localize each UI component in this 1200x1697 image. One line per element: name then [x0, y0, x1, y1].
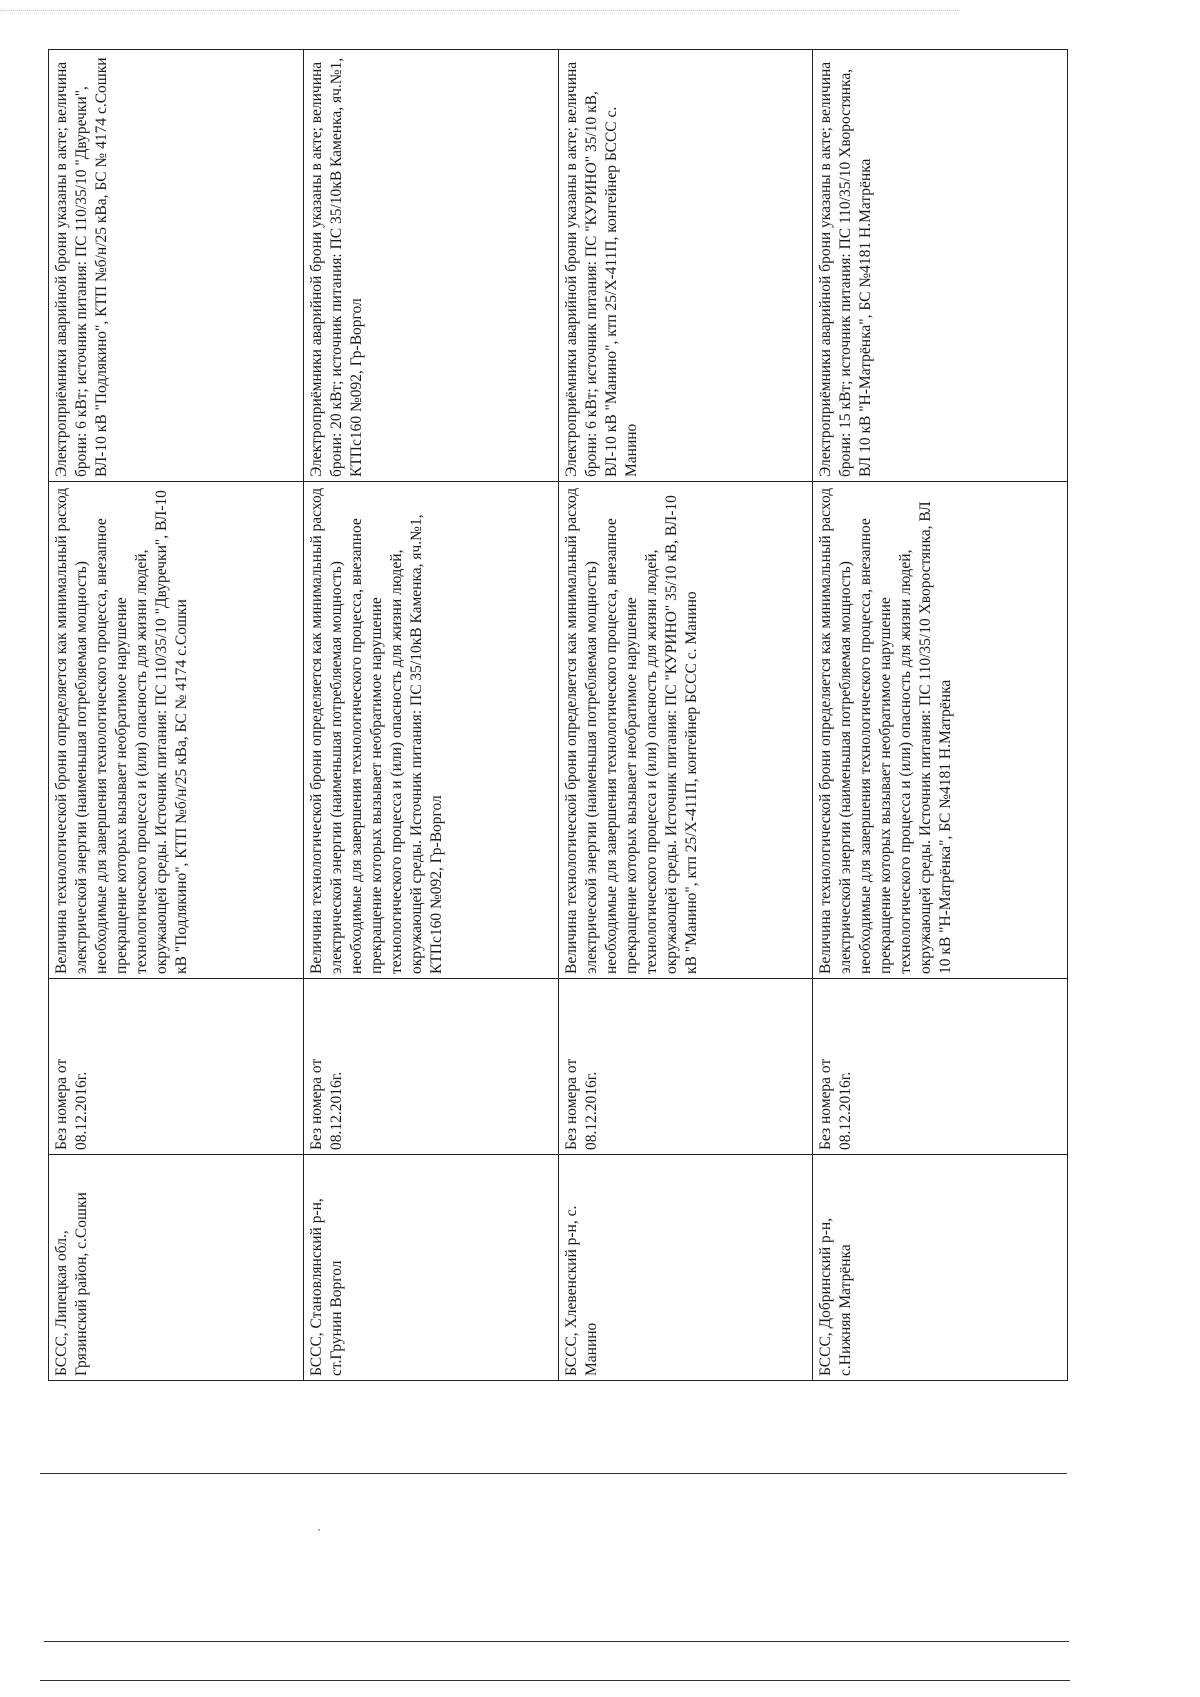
tech-reserve-cell: Величина технологической брони определяется как минимальный расход электрической энергии (наименьшая потребляемая мощность) необходимые для завершения технологического процесса, внезапное прекращение которых вызывает необратимое нарушение технологического процесса и (или) опасность для жизни людей, окружающей среды. Источник питания: ПС 35/10кВ Каменка, яч.№1, КТПс160 №092, Гр-Воргол [303, 482, 558, 979]
emergency-reserve-cell: Электроприёмники аварийной брони указаны в акте; величина брони: 20 кВт; источник питания: ПС 35/10кВ Каменка, яч.№1, КТПс160 №092, Гр-Воргол [303, 50, 558, 482]
signature-line [40, 1680, 1070, 1681]
emergency-reserve-cell: Электроприёмники аварийной брони указаны в акте; величина брони: 6 кВт; источник питания: ПС "КУРИНО" 35/10 кВ, ВЛ-10 кВ "Манино", ктп 25/Х-411П, контейнер БССС с. Манино [558, 50, 813, 482]
act-cell: Без номера от 08.12.2016г. [558, 979, 813, 1155]
scan-top-edge [0, 10, 960, 11]
table-row [49, 50, 304, 1381]
object-cell: БССС, Липецкая обл., Грязинский район, с.Сошки [49, 1155, 304, 1381]
signature-line [40, 1473, 1067, 1474]
object-cell: БССС, Хлевенский р-н, с. Манино [558, 1155, 813, 1381]
emergency-reserve-cell: Электроприёмники аварийной брони указаны в акте; величина брони: 15 кВт; источник питания: ПС 110/35/10 Хворостянка, ВЛ 10 кВ "Н-Матрёнка", БС №4181 Н.Матрёнка [813, 50, 1068, 482]
act-cell: Без номера от 08.12.2016г. [813, 979, 1068, 1155]
table-row [813, 50, 1068, 1381]
emergency-reserve-cell: Электроприёмники аварийной брони указаны в акте; величина брони: 6 кВт; источник питания: ПС 110/35/10 "Двуречки", ВЛ-10 кВ "Подлякино", КТП №б/н/25 кВа, БС № 4174 с.Сошки [49, 50, 304, 482]
signature-line [44, 1641, 1069, 1642]
tech-reserve-cell: Величина технологической брони определяется как минимальный расход электрической энергии (наименьшая потребляемая мощность) необходимые для завершения технологического процесса, внезапное прекращение которых вызывает необратимое нарушение технологического процесса и (или) опасность для жизни людей, окружающей среды. Источник питания: ПС 110/35/10 "Двуречки", ВЛ-10 кВ "Подлякино", КТП №б/н/25 кВа, БС № 4174 с.Сошки [49, 482, 304, 979]
scan-speck [318, 1529, 320, 1531]
reserve-acts-table [48, 49, 1068, 1381]
table-row [303, 50, 558, 1381]
object-cell: БССС, Добринский р-н, с.Нижняя Матрёнка [813, 1155, 1068, 1381]
tech-reserve-cell: Величина технологической брони определяется как минимальный расход электрической энергии (наименьшая потребляемая мощность) необходимые для завершения технологического процесса, внезапное прекращение которых вызывает необратимое нарушение технологического процесса и (или) опасность для жизни людей, окружающей среды. Источник питания: ПС "КУРИНО" 35/10 кВ, ВЛ-10 кВ "Манино", ктп 25/Х-411П, контейнер БССС с. Манино [558, 482, 813, 979]
rotated-table-wrapper [48, 50, 1068, 1381]
act-cell: Без номера от 08.12.2016г. [303, 979, 558, 1155]
act-cell: Без номера от 08.12.2016г. [49, 979, 304, 1155]
table-row [558, 50, 813, 1381]
object-cell: БССС, Становлянский р-н, ст.Грунин Воргол [303, 1155, 558, 1381]
tech-reserve-cell: Величина технологической брони определяется как минимальный расход электрической энергии (наименьшая потребляемая мощность) необходимые для завершения технологического процесса, внезапное прекращение которых вызывает необратимое нарушение технологического процесса и (или) опасность для жизни людей, окружающей среды. Источник питания: ПС 110/35/10 Хворостянка, ВЛ 10 кВ "Н-Матрёнка", БС №4181 Н.Матрёнка [813, 482, 1068, 979]
